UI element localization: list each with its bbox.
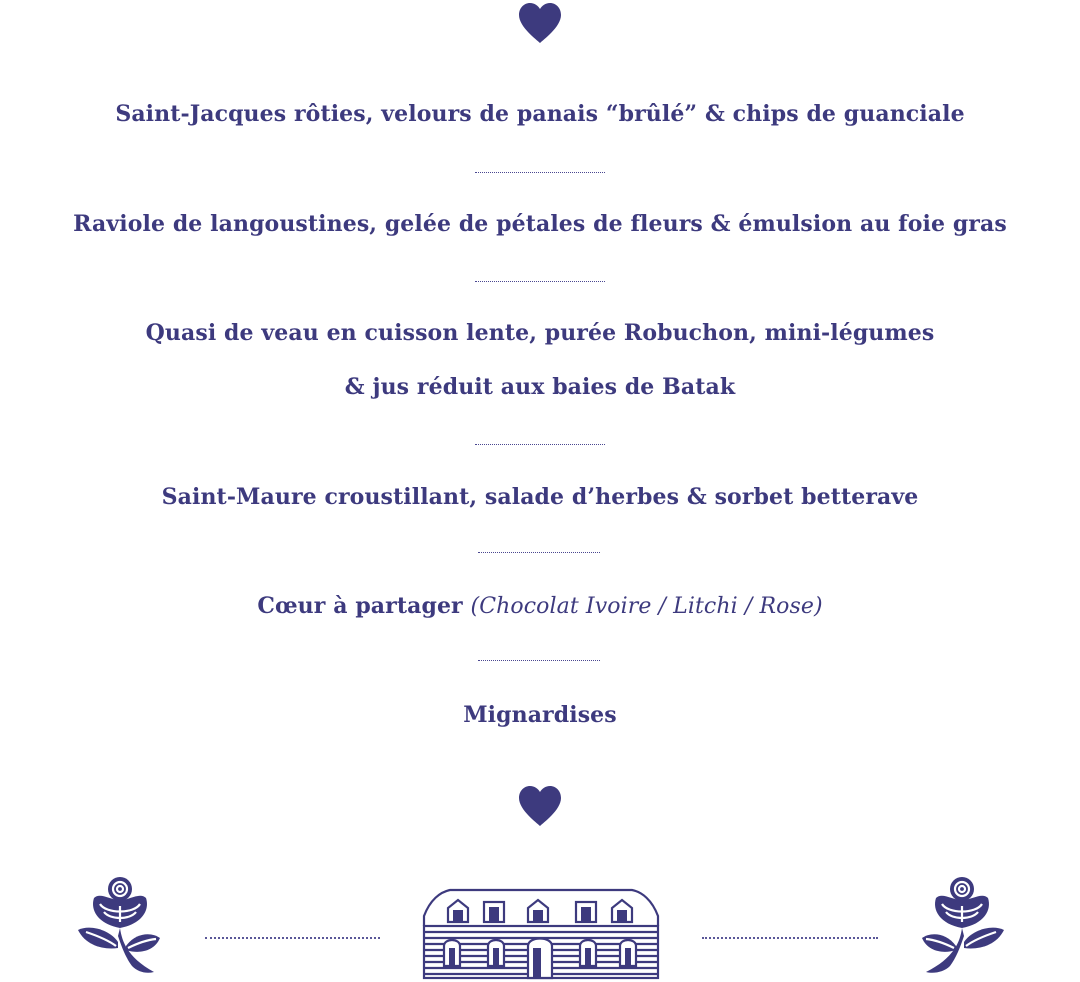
course-5 xyxy=(0,591,1080,622)
heart-icon xyxy=(517,785,563,827)
course-4: Saint-Maure croustillant, salade d’herbes & sorbet betterave xyxy=(161,484,919,510)
divider xyxy=(475,172,605,173)
rose-icon xyxy=(76,876,162,980)
divider xyxy=(475,444,605,445)
heart-icon xyxy=(517,2,563,44)
course-6: Mignardises xyxy=(463,702,617,728)
divider xyxy=(478,552,600,553)
decorative-line xyxy=(702,937,878,939)
divider xyxy=(478,660,600,661)
course-2: Raviole de langoustines, gelée de pétales de fleurs & émulsion au foie gras xyxy=(73,211,1007,237)
house-illustration xyxy=(420,886,662,982)
rose-icon xyxy=(918,876,1004,980)
course-3-line-2: & jus réduit aux baies de Batak xyxy=(344,374,736,400)
decorative-line xyxy=(205,937,380,939)
course-1: Saint-Jacques rôties, velours de panais “brûlé” & chips de guanciale xyxy=(115,101,965,127)
course-3-line-1: Quasi de veau en cuisson lente, purée Robuchon, mini-légumes xyxy=(145,320,935,346)
course-5-note: (Chocolat Ivoire / Litchi / Rose) xyxy=(470,594,823,619)
divider xyxy=(475,281,605,282)
course-5-name: Cœur à partager xyxy=(257,593,463,619)
